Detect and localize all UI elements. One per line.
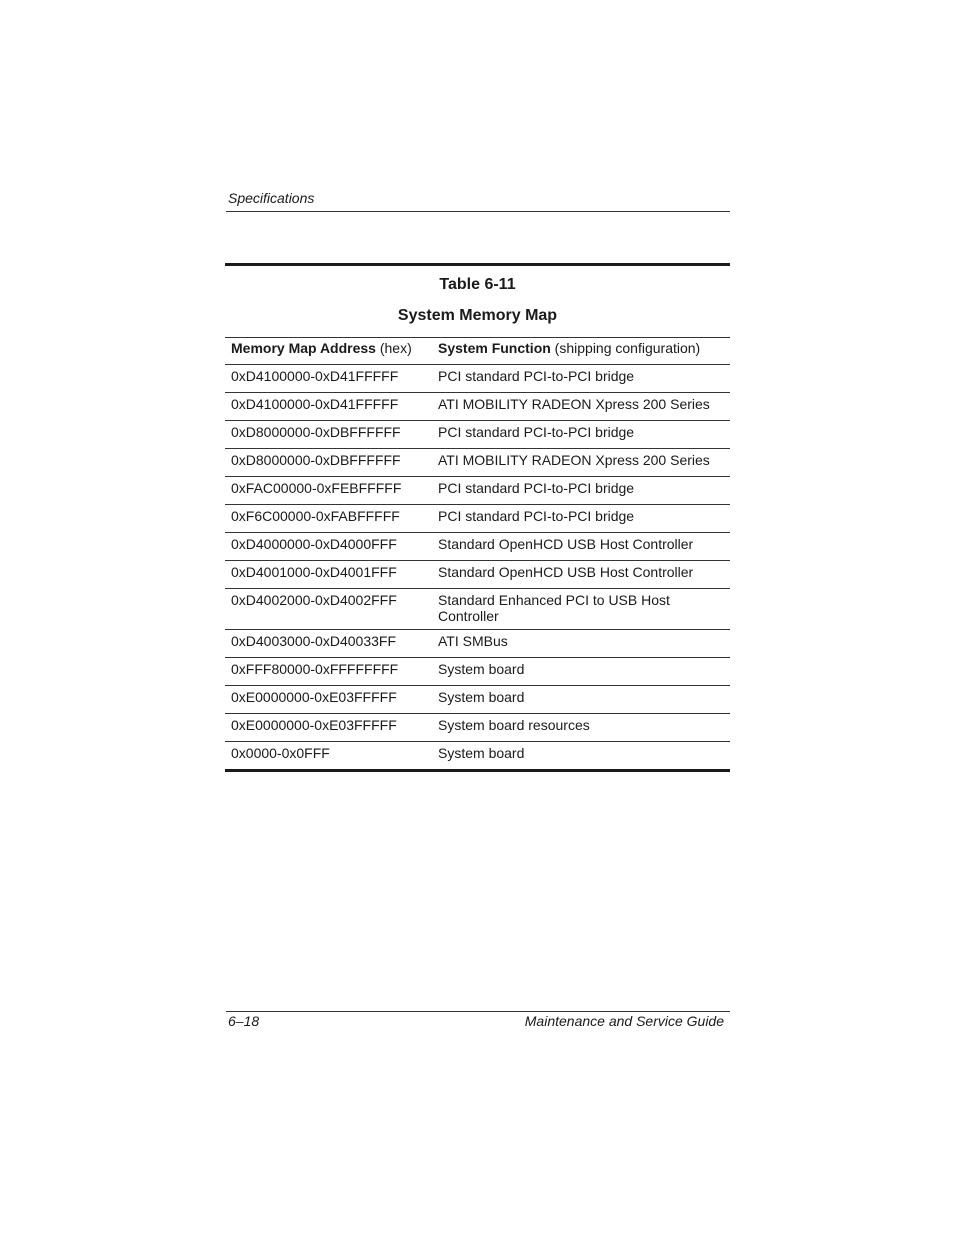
table-top-rule <box>225 263 730 266</box>
function-cell: ATI SMBus <box>438 633 508 649</box>
table-body <box>225 365 730 771</box>
table-number: Table 6-11 <box>439 276 516 293</box>
address-cell: 0xF6C00000-0xFABFFFFF <box>231 508 400 524</box>
table-row <box>225 365 730 393</box>
address-cell: 0xD4003000-0xD40033FF <box>231 633 396 649</box>
address-cell: 0xD4000000-0xD4000FFF <box>231 536 397 552</box>
table-row <box>225 686 730 714</box>
address-cell: 0xE0000000-0xE03FFFFF <box>231 689 397 705</box>
function-cell: PCI standard PCI-to-PCI bridge <box>438 480 635 496</box>
table-header-row <box>225 338 730 365</box>
function-cell: PCI standard PCI-to-PCI bridge <box>438 424 635 440</box>
function-cell: Standard OpenHCD USB Host Controller <box>438 564 694 580</box>
column-header-function-bold: System Function <box>438 340 551 356</box>
address-cell: 0xD4100000-0xD41FFFFF <box>231 396 399 412</box>
memory-map-table <box>225 337 730 772</box>
table-row <box>225 477 730 505</box>
function-cell: System board <box>438 689 525 705</box>
header-rule <box>226 211 730 212</box>
address-cell: 0xFAC00000-0xFEBFFFFF <box>231 480 402 496</box>
table-row <box>225 630 730 658</box>
column-header-function <box>432 338 730 365</box>
memory-map-table-section <box>225 263 730 772</box>
function-cell: Standard Enhanced PCI to USB Host Controller <box>438 592 670 624</box>
running-head: Specifications <box>228 190 315 206</box>
page-number: 6–18 <box>228 1013 260 1029</box>
table-row <box>225 505 730 533</box>
column-header-address-unit: (hex) <box>375 340 412 356</box>
table-title: System Memory Map <box>397 307 558 324</box>
address-cell: 0xD8000000-0xDBFFFFFF <box>231 424 401 440</box>
address-cell: 0xD4100000-0xD41FFFFF <box>231 368 399 384</box>
function-cell: PCI standard PCI-to-PCI bridge <box>438 508 635 524</box>
function-cell: System board resources <box>438 717 590 733</box>
column-header-address <box>225 338 432 365</box>
table-row <box>225 561 730 589</box>
table-row <box>225 658 730 686</box>
table-row <box>225 714 730 742</box>
function-cell: ATI MOBILITY RADEON Xpress 200 Series <box>438 396 710 412</box>
guide-title: Maintenance and Service Guide <box>524 1013 724 1029</box>
address-cell: 0xE0000000-0xE03FFFFF <box>231 717 397 733</box>
function-cell: System board <box>438 661 525 677</box>
table-row <box>225 742 730 771</box>
table-row <box>225 589 730 630</box>
column-header-address-bold: Memory Map Address <box>231 340 376 356</box>
address-cell: 0xFFF80000-0xFFFFFFFF <box>231 661 399 677</box>
address-cell: 0xD4001000-0xD4001FFF <box>231 564 397 580</box>
table-row <box>225 393 730 421</box>
function-cell: System board <box>438 745 525 761</box>
function-cell: PCI standard PCI-to-PCI bridge <box>438 368 635 384</box>
address-cell: 0x0000-0x0FFF <box>231 745 330 761</box>
table-row <box>225 449 730 477</box>
address-cell: 0xD4002000-0xD4002FFF <box>231 592 397 608</box>
function-cell: Standard OpenHCD USB Host Controller <box>438 536 694 552</box>
footer-rule <box>226 1011 730 1012</box>
table-row <box>225 533 730 561</box>
function-cell: ATI MOBILITY RADEON Xpress 200 Series <box>438 452 710 468</box>
address-cell: 0xD8000000-0xDBFFFFFF <box>231 452 401 468</box>
table-row <box>225 421 730 449</box>
column-header-function-note: (shipping configuration) <box>550 340 701 356</box>
